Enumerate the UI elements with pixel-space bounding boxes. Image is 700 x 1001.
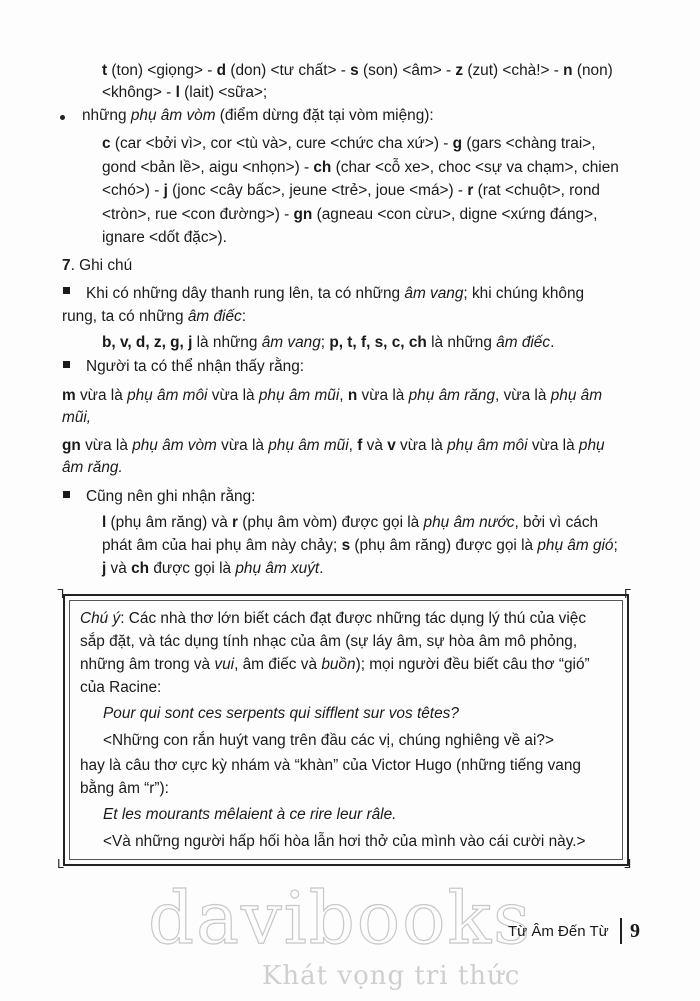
note-line-1: Chú ý: Các nhà thơ lớn biết cách đạt được những tác dụng lý thú của việc <box>80 610 587 627</box>
note-quote-french-1: Pour qui sont ces serpents qui sifflent sur vos têtes? <box>103 705 459 722</box>
text-line-7: <tròn>, rue <con đường>) - gn (agneau <con cừu>, digne <xứng đáng>, <box>102 206 598 223</box>
text-line-10: rung, ta có những âm điếc: <box>62 308 246 325</box>
watermark-brand: davibooks <box>148 876 533 960</box>
corner-ornament-icon: ᒣ <box>57 587 65 601</box>
text-line-13: m vừa là phụ âm môi vừa là phụ âm mũi, n vừa là phụ âm răng, vừa là phụ âm <box>62 387 603 404</box>
text-line-2: <không> - l (lait) <sữa>; <box>102 84 268 101</box>
text-line-6: <chó>) - j (jonc <cây bấc>, jeune <trẻ>, joue <má>) - r (rat <chuột>, rond <box>102 182 600 199</box>
note-quote-french-2: Et les mourants mêlaient à ce rire leur râle. <box>103 806 397 823</box>
text-line-3: những phụ âm vòm (điểm dừng đặt tại vòm miệng): <box>82 107 434 124</box>
note-line-2: sắp đặt, và tác dụng tính nhạc của âm (sự láy âm, sự hòa âm mô phỏng, <box>80 633 578 650</box>
text-line-11: b, v, d, z, g, j là những âm vang; p, t, f, s, c, ch là những âm điếc. <box>102 334 555 351</box>
running-footer-title: Từ Âm Đến Từ <box>508 923 609 940</box>
consonant-t: t <box>102 62 108 79</box>
footer-divider <box>620 918 622 944</box>
text-line-19: phát âm của hai phụ âm này chảy; s (phụ âm răng) được gọi là phụ âm gió; <box>102 537 618 554</box>
text-line-14: mũi, <box>62 409 92 426</box>
text-line-8: ignare <dốt đặc>). <box>102 229 227 246</box>
bullet-square-icon <box>63 491 70 498</box>
text-line-16: âm răng. <box>62 459 123 476</box>
text-line-1: t (ton) <giọng> - d (don) <tư chất> - s (son) <âm> - z (zut) <chà!> - n (non) <box>102 62 613 79</box>
note-line-3: những âm trong và vui, âm điếc và buồn); mọi người đều biết câu thơ “gió” <box>80 656 590 673</box>
corner-ornament-icon: ᒪ <box>57 857 64 871</box>
page-number: 9 <box>630 920 640 942</box>
note-line-4: của Racine: <box>80 679 162 696</box>
bullet-square-icon <box>63 361 70 368</box>
section-heading: 7. Ghi chú <box>62 257 133 274</box>
text-line-20: j và ch được gọi là phụ âm xuýt. <box>102 560 324 577</box>
corner-ornament-icon: ᒥ <box>624 587 631 601</box>
text-line-4: c (car <bởi vì>, cor <tù và>, cure <chức cha xứ>) - g (gars <chàng trai>, <box>102 135 596 152</box>
text-line-17: Cũng nên ghi nhận rằng: <box>86 488 256 505</box>
text-line-5: gond <bản lề>, aigu <nhọn>) - ch (char <cỗ xe>, choc <sự va chạm>, chien <box>102 159 619 176</box>
bullet-dot-icon <box>60 115 65 120</box>
bullet-square-icon <box>63 287 70 294</box>
watermark-slogan: Khát vọng tri thức <box>262 961 521 991</box>
text-line-18: l (phụ âm răng) và r (phụ âm vòm) được gọi là phụ âm nước, bởi vì cách <box>102 514 599 531</box>
text-line-15: gn vừa là phụ âm vòm vừa là phụ âm mũi, f và v vừa là phụ âm môi vừa là phụ <box>62 437 605 454</box>
note-quote-translation-2: <Và những người hấp hối hòa lẫn hơi thở của mình vào cái cười này.> <box>103 833 586 850</box>
note-line-7: hay là câu thơ cực kỳ nhám và “khàn” của Victor Hugo (những tiếng vang <box>80 757 581 774</box>
text-line-9: Khi có những dây thanh rung lên, ta có những âm vang; khi chúng không <box>86 285 585 302</box>
note-quote-translation-1: <Những con rắn huýt vang trên đầu các vị, chúng nghiêng về ai?> <box>103 732 554 749</box>
note-line-8: bằng âm “r”): <box>80 780 169 797</box>
corner-ornament-icon: ᒧ <box>624 857 632 871</box>
text-line-12: Người ta có thể nhận thấy rằng: <box>86 358 305 375</box>
